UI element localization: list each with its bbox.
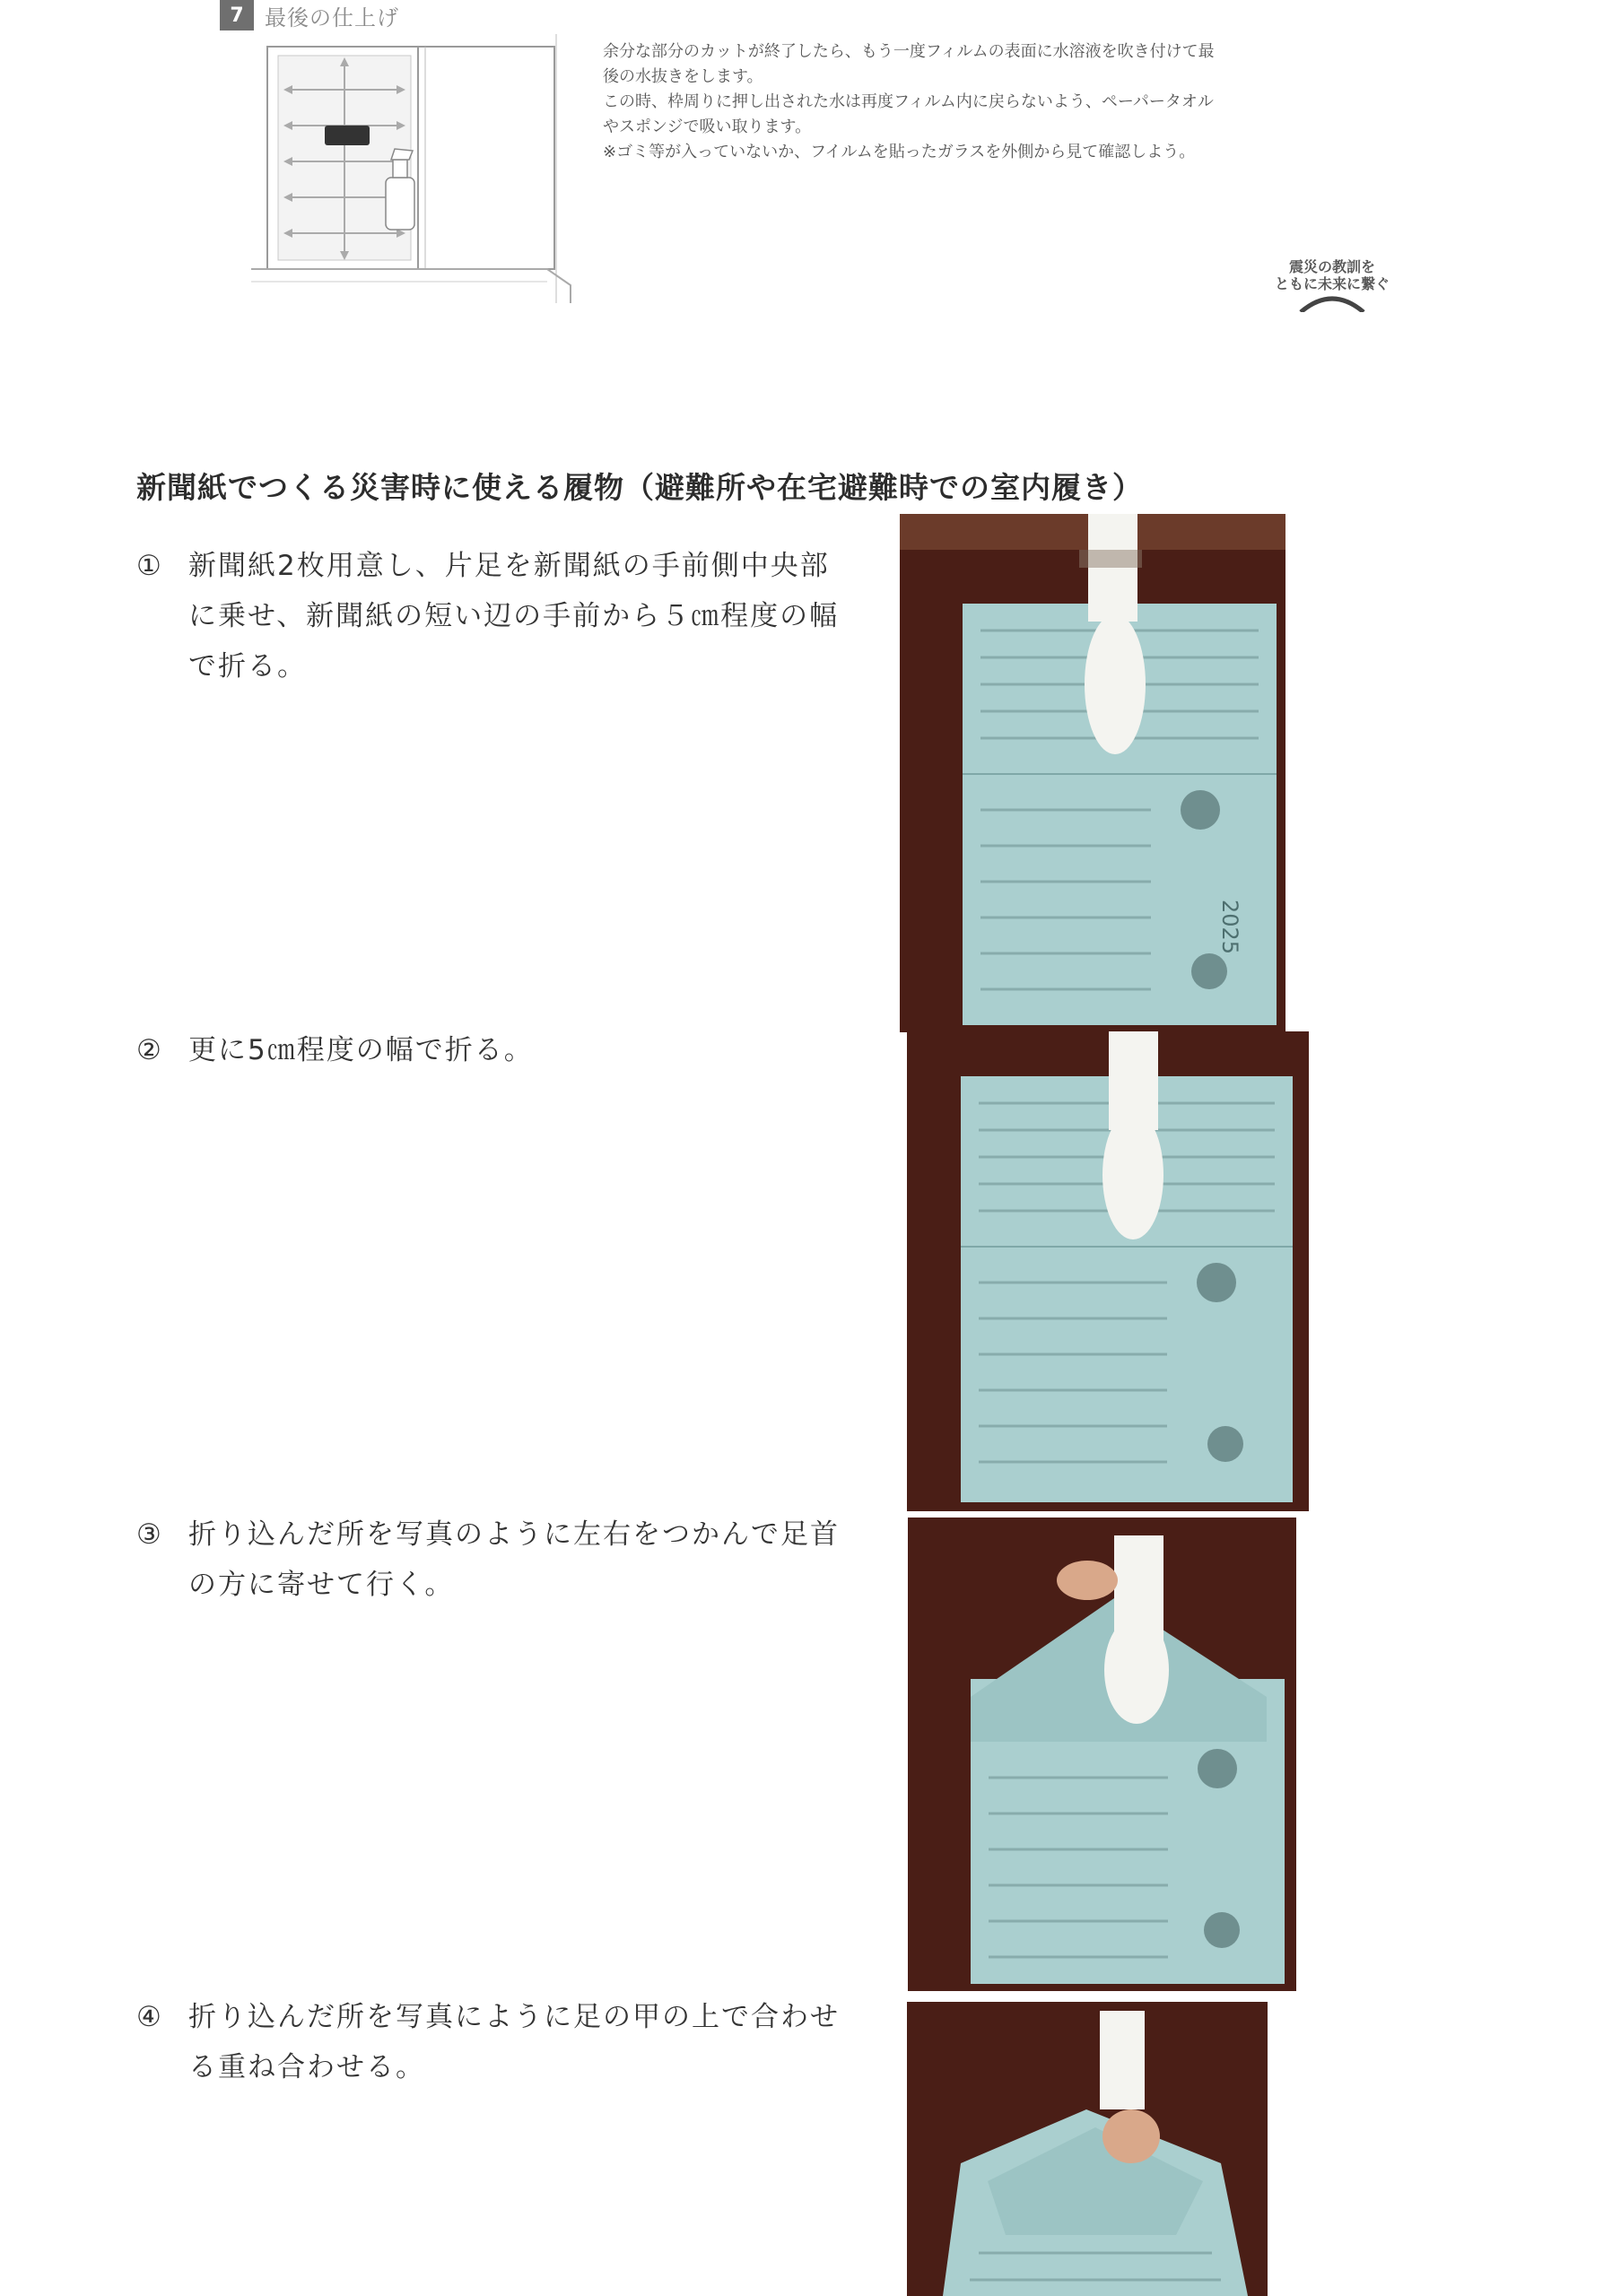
step-line: る重ね合わせる。 [188,2051,425,2083]
step-3-text [136,1509,872,1610]
step-3-photo [908,1518,1296,1991]
step-line: に乗せ、新聞紙の短い辺の手前から５㎝程度の幅 [188,600,840,632]
step-number: ① [136,550,163,582]
film-finishing-instructions [603,39,1320,165]
instruction-line: やスポンジで吸い取ります。 [603,117,812,136]
step-4-photo [907,2002,1268,2296]
instruction-line: 余分な部分のカットが終了したら、もう一度フィルムの表面に水溶液を吹き付けて最 [603,42,1215,61]
step-line: の方に寄せて行く。 [188,1569,455,1601]
step-line: 更に5㎝程度の幅で折る。 [188,1034,534,1066]
instruction-line: この時、枠周りに押し出された水は再度フィルム内に戻らないよう、ペーパータオル [603,92,1214,111]
stamp-arc [1292,289,1373,312]
step-1-text [136,541,872,691]
stamp-line: 震災の教訓を [1288,258,1375,275]
window-film-illustration [251,34,574,303]
step-line: 新聞紙2枚用意し、片足を新聞紙の手前側中央部 [188,550,830,582]
step-line: で折る。 [188,650,307,683]
section-title: 新聞紙でつくる災害時に使える履物（避難所や在宅避難時での室内履き） [136,470,1143,505]
step-2-text [136,1025,872,1075]
step-4-text [136,1992,872,2092]
step-number-badge: 7 [220,0,254,30]
newspaper-year: 2025 [1217,900,1242,955]
step-number: ② [136,1034,163,1066]
instruction-line: 後の水抜きをします。 [603,67,763,86]
step-line: 折り込んだ所を写真のように左右をつかんで足首 [188,1518,840,1551]
stamp-line: ともに未来に繋ぐ [1274,275,1390,292]
instruction-line: ※ゴミ等が入っていないか、フイルムを貼ったガラスを外側から見て確認しよう。 [603,143,1196,161]
step-title: 最後の仕上げ [265,5,399,30]
step-line: 折り込んだ所を写真にように足の甲の上で合わせ [188,2001,840,2033]
step-1-photo [900,514,1285,1032]
step-number: ③ [136,1518,163,1551]
step-2-photo [907,1031,1309,1511]
step-number: ④ [136,2001,163,2033]
disaster-lesson-stamp [1242,258,1422,292]
